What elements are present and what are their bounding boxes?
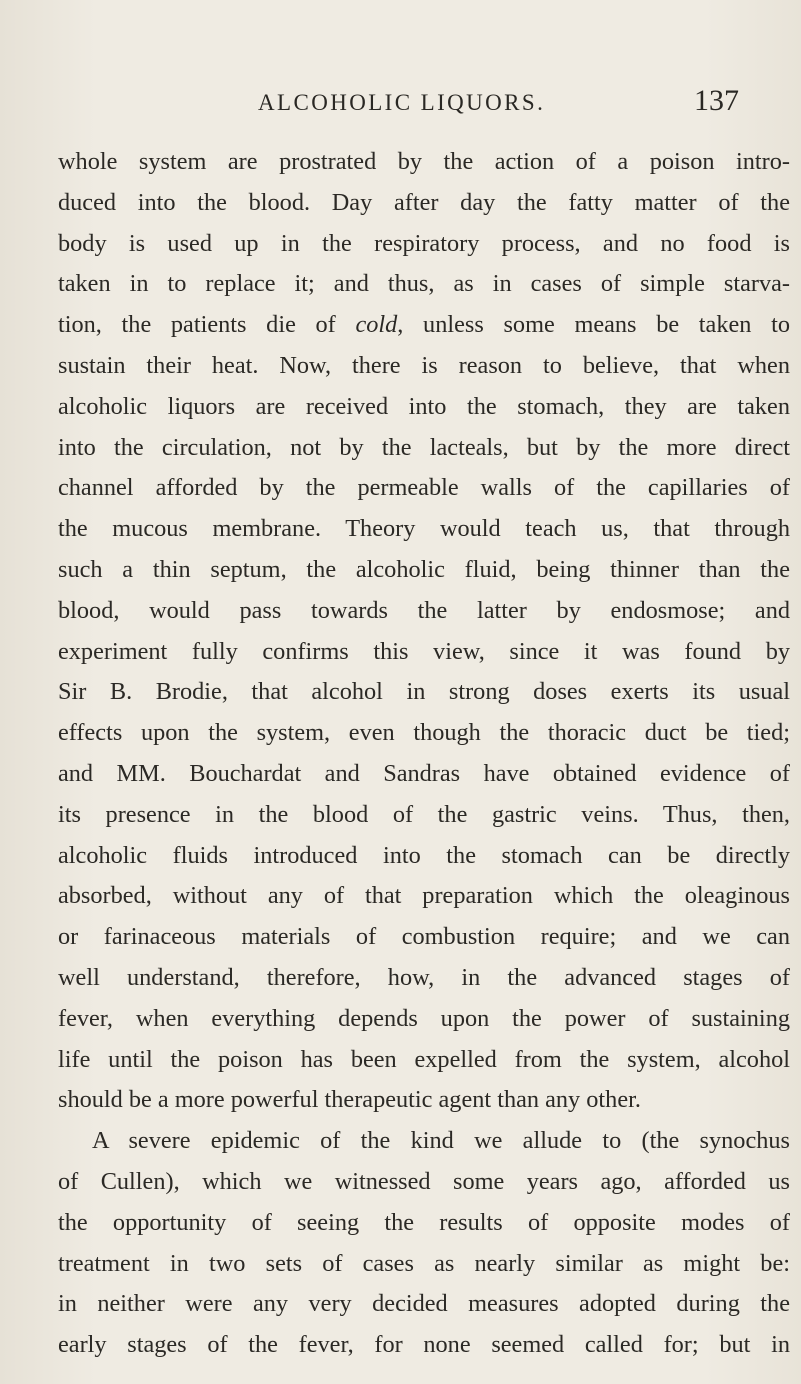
text-line: channel afforded by the permeable walls of the capillaries of <box>58 474 790 502</box>
text-line: alcoholic fluids introduced into the stomach can be directly <box>58 841 790 869</box>
running-title: ALCOHOLIC LIQUORS. <box>258 90 546 115</box>
text-line: blood, would pass towards the latter by endosmose; and <box>58 596 790 624</box>
text-line: life until the poison has been expelled from the system, alcohol <box>58 1045 790 1073</box>
paragraph-end-line: should be a more powerful therapeutic agent than any other. <box>58 1086 641 1114</box>
body-text <box>58 142 790 1366</box>
text-line: duced into the blood. Day after day the fatty matter of the <box>58 188 790 216</box>
page-number: 137 <box>694 84 739 117</box>
running-head <box>0 82 801 122</box>
text-line: alcoholic liquors are received into the stomach, they are taken <box>58 392 790 420</box>
text-line: tion, the patients die of cold, unless some means be taken to <box>58 311 790 339</box>
text-line: treatment in two sets of cases as nearly similar as might be: <box>58 1249 790 1277</box>
text-line: sustain their heat. Now, there is reason to believe, that when <box>58 351 790 379</box>
text-line: or farinaceous materials of combustion require; and we can <box>58 923 790 951</box>
text-line: fever, when everything depends upon the power of sustaining <box>58 1004 790 1032</box>
text-line: experiment fully confirms this view, since it was found by <box>58 637 790 665</box>
text-line: effects upon the system, even though the thoracic duct be tied; <box>58 719 790 747</box>
text-line: into the circulation, not by the lacteals, but by the more direct <box>58 433 790 461</box>
text-line: and MM. Bouchardat and Sandras have obtained evidence of <box>58 759 790 787</box>
text-line: early stages of the fever, for none seemed called for; but in <box>58 1331 790 1359</box>
text-line: whole system are prostrated by the action of a poison intro- <box>58 148 790 175</box>
text-line: body is used up in the respiratory process, and no food is <box>58 229 790 257</box>
text-line: Sir B. Brodie, that alcohol in strong doses exerts its usual <box>58 678 790 706</box>
text-line: the mucous membrane. Theory would teach us, that through <box>58 515 790 543</box>
text-line: of Cullen), which we witnessed some years ago, afforded us <box>58 1167 790 1195</box>
paragraph-first-line: A severe epidemic of the kind we allude to (the synochus <box>92 1127 790 1155</box>
text-line: well understand, therefore, how, in the advanced stages of <box>58 963 790 991</box>
text-line: the opportunity of seeing the results of opposite modes of <box>58 1208 790 1236</box>
text-line: such a thin septum, the alcoholic fluid, being thinner than the <box>58 555 790 583</box>
text-line: in neither were any very decided measures adopted during the <box>58 1290 790 1318</box>
text-line: absorbed, without any of that preparation which the oleaginous <box>58 882 790 910</box>
text-line: its presence in the blood of the gastric veins. Thus, then, <box>58 800 790 828</box>
emphasized-word: cold <box>355 311 398 339</box>
text-line: taken in to replace it; and thus, as in cases of simple starva- <box>58 270 790 298</box>
